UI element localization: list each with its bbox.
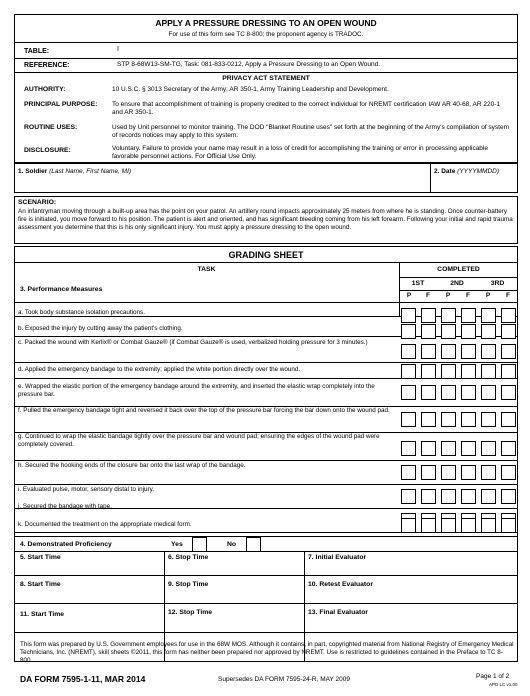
privacy-title: PRIVACY ACT STATEMENT: [222, 75, 310, 82]
grade-checkbox[interactable]: [441, 465, 456, 480]
grade-checkbox[interactable]: [441, 489, 456, 504]
measure-a: a. Took body substance isolation precautions.: [18, 309, 145, 316]
stop-time-1[interactable]: 6. Stop Time: [168, 554, 209, 561]
proficiency-label: 4. Demonstrated Proficiency: [20, 541, 112, 548]
disclosure-label: DISCLOSURE:: [24, 147, 71, 154]
task-header: TASK: [197, 266, 216, 273]
grade-checkbox[interactable]: [461, 364, 476, 379]
table-label: TABLE:: [24, 48, 50, 55]
grade-checkbox[interactable]: [501, 308, 516, 323]
purpose-label: PRINCIPAL PURPOSE:: [24, 101, 98, 108]
pf-label: P: [485, 292, 491, 299]
authority-label: AUTHORITY:: [24, 86, 66, 93]
grade-checkbox[interactable]: [421, 324, 436, 339]
form-title: APPLY A PRESSURE DRESSING TO AN OPEN WOUND: [155, 18, 377, 28]
grade-checkbox[interactable]: [421, 385, 436, 400]
grade-checkbox[interactable]: [481, 518, 496, 533]
supersedes: Supersedes DA FORM 7595-24-R, MAY 2009: [218, 676, 350, 683]
grade-checkbox[interactable]: [501, 385, 516, 400]
attempt-1: 1ST: [411, 280, 425, 287]
grade-checkbox[interactable]: [501, 344, 516, 359]
measure-i: i. Evaluated pulse, motor, sensory distal to injury.: [18, 486, 155, 493]
start-time-3[interactable]: 11. Start Time: [20, 611, 65, 618]
grade-checkbox[interactable]: [481, 344, 496, 359]
grade-checkbox[interactable]: [461, 344, 476, 359]
measure-j: j. Secured the bandage with tape.: [18, 503, 112, 510]
pf-label: F: [466, 292, 470, 299]
grade-checkbox[interactable]: [401, 489, 416, 504]
routine-label: ROUTINE USES:: [24, 124, 78, 131]
grade-checkbox[interactable]: [501, 465, 516, 480]
measure-e: e. Wrapped the elastic portion of the emergency bandage around the extremity, and inserted the elastic wrap completely into the pressure bar.: [18, 383, 375, 398]
grade-checkbox[interactable]: [401, 518, 416, 533]
apd-version: APD LC v1.00: [489, 682, 518, 687]
grade-checkbox[interactable]: [501, 489, 516, 504]
measure-d: d. Applied the emergency bandage to the extremity; applied the white portion directly over the wound.: [18, 366, 301, 373]
grade-checkbox[interactable]: [401, 364, 416, 379]
grade-checkbox[interactable]: [501, 518, 516, 533]
grade-checkbox[interactable]: [421, 489, 436, 504]
final-evaluator[interactable]: 13. Final Evaluator: [308, 609, 369, 616]
grade-checkbox[interactable]: [441, 344, 456, 359]
grade-checkbox[interactable]: [461, 441, 476, 456]
grade-checkbox[interactable]: [421, 308, 436, 323]
grade-checkbox[interactable]: [421, 465, 436, 480]
pf-label: F: [426, 292, 430, 299]
grade-checkbox[interactable]: [401, 308, 416, 323]
soldier-hint: (Last Name, First Name, MI): [49, 168, 132, 175]
grade-checkbox[interactable]: [461, 412, 476, 427]
grade-checkbox[interactable]: [421, 441, 436, 456]
pf-label: P: [445, 292, 451, 299]
reference-value: STP 8-68W13-SM-TG, Task: 081-833-0212, Apply a Pressure Dressing to an Open Wound.: [117, 61, 381, 68]
stop-time-3[interactable]: 12. Stop Time: [168, 609, 213, 616]
soldier-field[interactable]: [18, 168, 131, 176]
grade-checkbox[interactable]: [461, 465, 476, 480]
authority-text: 10 U.S.C. § 3013 Secretary of the Army; AR 350-1, Army Training Leadership and Development.: [112, 86, 389, 93]
grade-checkbox[interactable]: [481, 412, 496, 427]
grade-checkbox[interactable]: [441, 364, 456, 379]
no-label: No: [227, 541, 237, 548]
attempt-3: 3RD: [490, 280, 505, 287]
grade-checkbox[interactable]: [441, 518, 456, 533]
disclosure-text: Voluntary. Failure to provide your name may result in a loss of credit for accomplishing the training or error in processing applicable favorable personnel actions. For Official Use Only.: [112, 145, 488, 160]
page-number: Page 1 of 2: [476, 673, 510, 680]
pf-label: P: [406, 292, 412, 299]
date-field[interactable]: [434, 168, 499, 176]
grade-checkbox[interactable]: [421, 344, 436, 359]
grade-checkbox[interactable]: [441, 308, 456, 323]
grade-checkbox[interactable]: [481, 308, 496, 323]
table-value[interactable]: I: [117, 46, 119, 53]
grade-checkbox[interactable]: [421, 364, 436, 379]
measure-g: g. Continued to wrap the elastic bandage tightly over the pressure bar and wound pad; ensuring the edges of the wound pad were completely covered.: [18, 433, 380, 448]
grade-checkbox[interactable]: [501, 364, 516, 379]
retest-evaluator[interactable]: 10. Retest Evaluator: [308, 581, 373, 588]
grade-checkbox[interactable]: [401, 465, 416, 480]
grade-checkbox[interactable]: [461, 308, 476, 323]
measure-k: k. Documented the treatment on the appropriate medical form.: [18, 521, 192, 528]
grade-checkbox[interactable]: [461, 489, 476, 504]
grade-checkbox[interactable]: [441, 441, 456, 456]
no-checkbox[interactable]: [246, 537, 261, 552]
grade-checkbox[interactable]: [481, 441, 496, 456]
start-time-1[interactable]: 5. Start Time: [20, 554, 61, 561]
grade-checkbox[interactable]: [481, 364, 496, 379]
stop-time-2[interactable]: 9. Stop Time: [168, 581, 209, 588]
measure-c: c. Packed the wound with Kerlix® or Combat Gauze® (if Combat Gauze® is used, verbalized holding pressure for 3 minutes.): [18, 339, 368, 346]
grade-checkbox[interactable]: [441, 412, 456, 427]
grade-checkbox[interactable]: [481, 385, 496, 400]
measure-f: f. Pulled the emergency bandage tight and reversed it back over the top of the pressure bar forcing the bar down onto the wound pad.: [18, 407, 390, 414]
grade-checkbox[interactable]: [421, 412, 436, 427]
form-subtitle: For use of this form see TC 8-800; the proponent agency is TRADOC.: [168, 31, 364, 38]
completed-header: COMPLETED: [437, 266, 480, 273]
grade-checkbox[interactable]: [421, 518, 436, 533]
grade-checkbox[interactable]: [461, 518, 476, 533]
scenario-text: An infantryman moving through a built-up area has the point on your patrol. An artillery round impacts approximately 25 meters from where he is standing. Once counter-battery fire is initiated, you move forward to his position. The patient is alert and oriented, and has significant bleeding coming from his left forearm. Following your initial and rapid trauma assessment you determine that this is his only significant injury. You must apply a pressure dressing to the open wound.: [18, 208, 513, 231]
measures-label: 3. Performance Measures: [20, 286, 103, 293]
reference-label: REFERENCE:: [24, 62, 70, 69]
date-label: 2. Date: [434, 168, 456, 175]
initial-evaluator[interactable]: 7. Initial Evaluator: [308, 554, 367, 561]
grade-checkbox[interactable]: [401, 385, 416, 400]
grade-checkbox[interactable]: [481, 465, 496, 480]
yes-label: Yes: [171, 541, 183, 548]
grade-checkbox[interactable]: [481, 324, 496, 339]
measure-h: h. Secured the hooking ends of the closure bar onto the last wrap of the bandage.: [18, 462, 246, 469]
grade-checkbox[interactable]: [501, 412, 516, 427]
grading-title: GRADING SHEET: [228, 250, 304, 260]
form-id: DA FORM 7595-1-11, MAR 2014: [20, 674, 146, 684]
grade-checkbox[interactable]: [401, 441, 416, 456]
pf-label: F: [506, 292, 510, 299]
grade-checkbox[interactable]: [441, 324, 456, 339]
date-hint: (YYYYMMDD): [457, 168, 500, 175]
footer-notice: This form was prepared by U.S. Government employees for use in the 68W MOS. Although it contains, in part, copyrighted material from National Registry of Emergency Medical Technicians, Inc. (NREMT), skill sheets ©2011, this form has neither been prepared nor approved by NREMT. Use is restricted to guidelines contained in the Preface to TC 8-800.: [20, 641, 514, 664]
grade-checkbox[interactable]: [401, 324, 416, 339]
yes-checkbox[interactable]: [192, 537, 207, 552]
routine-text: Used by Unit personnel to monitor training. The DOD "Blanket Routine uses" set forth at the beginning of the Army's compilation of system of records notices may apply to this system.: [112, 124, 510, 139]
grade-checkbox[interactable]: [501, 324, 516, 339]
grade-checkbox[interactable]: [461, 385, 476, 400]
grade-checkbox[interactable]: [461, 324, 476, 339]
scenario-label: SCENARIO:: [18, 199, 57, 206]
grade-checkbox[interactable]: [401, 344, 416, 359]
soldier-label: 1. Soldier: [18, 168, 48, 175]
start-time-2[interactable]: 8. Start Time: [20, 581, 61, 588]
attempt-2: 2ND: [450, 280, 464, 287]
grade-checkbox[interactable]: [441, 385, 456, 400]
grade-checkbox[interactable]: [401, 412, 416, 427]
purpose-text: To ensure that accomplishment of training is properly credited to the correct individual for NREMT certification IAW AR 40-68, AR 220-1 and AR 350-1.: [112, 101, 501, 116]
grade-checkbox[interactable]: [481, 489, 496, 504]
form: [14, 14, 518, 687]
measure-b: b. Exposed the injury by cutting away the patient's clothing.: [18, 325, 183, 332]
grade-checkbox[interactable]: [501, 441, 516, 456]
